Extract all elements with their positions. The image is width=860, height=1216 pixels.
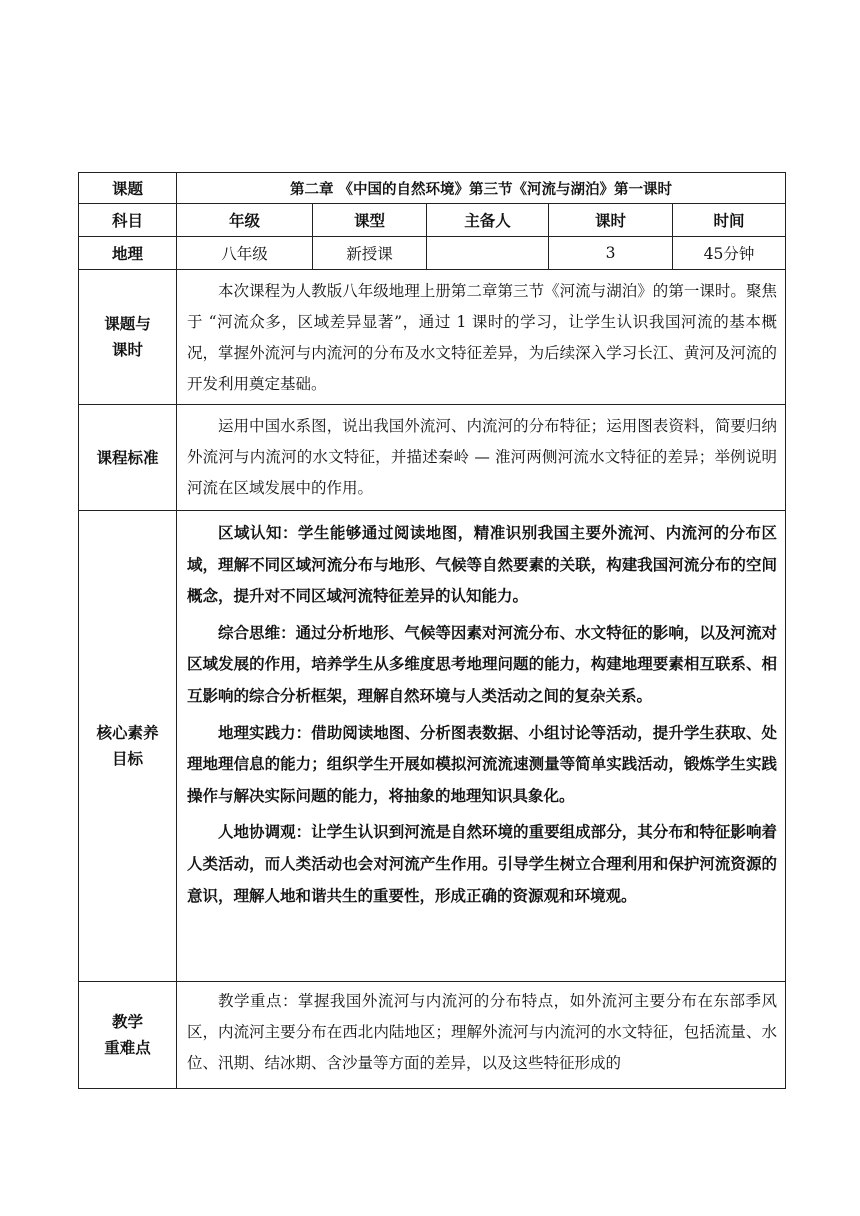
header-row — [79, 204, 786, 237]
value-row — [79, 237, 786, 270]
value-grade: 八年级 — [177, 237, 313, 270]
value-periods: 3 — [549, 237, 673, 270]
header-periods: 课时 — [549, 204, 673, 237]
key-text: 教学重点：掌握我国外流河与内流河的分布特点，如外流河主要分布在东部季风区，内流河主要分布在西北内陆地区；理解外流河与内流河的水文特征，包括流量、水位、汛期、结冰期、含沙量等方面的差异，以及这些特征形成的 — [187, 992, 777, 1072]
key-cell — [177, 982, 786, 1089]
core-paragraph-practice: 地理实践力：借助阅读地图、分析图表数据、小组讨论等活动，提升学生获取、处理地理信息的能力；组织学生开展如模拟河流流速测量等简单实践活动，锻炼学生实践操作与解决实际问题的能力，将抽象的地理知识具象化。 — [187, 722, 777, 805]
core-label-text: 核心素养 目标 — [96, 723, 159, 768]
topic-label-text: 课题与 课时 — [104, 314, 151, 359]
header-subject: 科目 — [79, 204, 177, 237]
core-cell — [177, 511, 786, 982]
lesson-title: 第二章 《中国的自然环境》第三节《河流与湖泊》第一课时 — [177, 173, 786, 204]
title-label: 课题 — [79, 173, 177, 204]
core-paragraph-harmony: 人地协调观：让学生认识到河流是自然环境的重要组成部分，其分布和特征影响着人类活动，而人类活动也会对河流产生作用。引导学生树立合理利用和保护河流资源的意识，理解人地和谐共生的重要性，形成正确的资源观和环境观。 — [187, 822, 777, 905]
standard-row — [79, 405, 786, 511]
standard-text: 运用中国水系图，说出我国外流河、内流河的分布特征；运用图表资料，简要归纳外流河与内流河的水文特征，并描述秦岭 — 淮河两侧河流水文特征的差异；举例说明河流在区域发展中的作用。 — [187, 417, 777, 497]
key-label-text: 教学 重难点 — [104, 1012, 151, 1057]
value-lesson-type: 新授课 — [313, 237, 427, 270]
core-paragraph-region: 区域认知：学生能够通过阅读地图，精准识别我国主要外流河、内流河的分布区域，理解不同区域河流分布与地形、气候等自然要素的关联，构建我国河流分布的空间概念，提升对不同区域河流特征差异的认知能力。 — [187, 523, 777, 606]
value-preparer — [427, 237, 549, 270]
core-row — [79, 511, 786, 982]
header-preparer: 主备人 — [427, 204, 549, 237]
key-label — [79, 982, 177, 1089]
lesson-plan-table — [78, 172, 786, 1089]
standard-cell — [177, 405, 786, 511]
value-time: 45分钟 — [673, 237, 786, 270]
core-paragraph-thinking: 综合思维：通过分析地形、气候等因素对河流分布、水文特征的影响，以及河流对区域发展的作用，培养学生从多维度思考地理问题的能力，构建地理要素相互联系、相互影响的综合分析框架，理解自然环境与人类活动之间的复杂关系。 — [187, 622, 777, 705]
value-subject: 地理 — [79, 237, 177, 270]
header-lesson-type: 课型 — [313, 204, 427, 237]
header-time: 时间 — [673, 204, 786, 237]
topic-cell — [177, 270, 786, 405]
standard-label: 课程标准 — [79, 405, 177, 511]
topic-label — [79, 270, 177, 405]
title-row — [79, 173, 786, 204]
header-grade: 年级 — [177, 204, 313, 237]
topic-text: 本次课程为人教版八年级地理上册第二章第三节《河流与湖泊》的第一课时。聚焦于 “河流众多，区域差异显著”，通过 1 课时的学习，让学生认识我国河流的基本概况，掌握外流河与内流河的分布及水文特征差异，为后续深入学习长江、黄河及河流的开发利用奠定基础。 — [187, 282, 777, 393]
topic-row — [79, 270, 786, 405]
core-label — [79, 511, 177, 982]
key-points-row — [79, 982, 786, 1089]
